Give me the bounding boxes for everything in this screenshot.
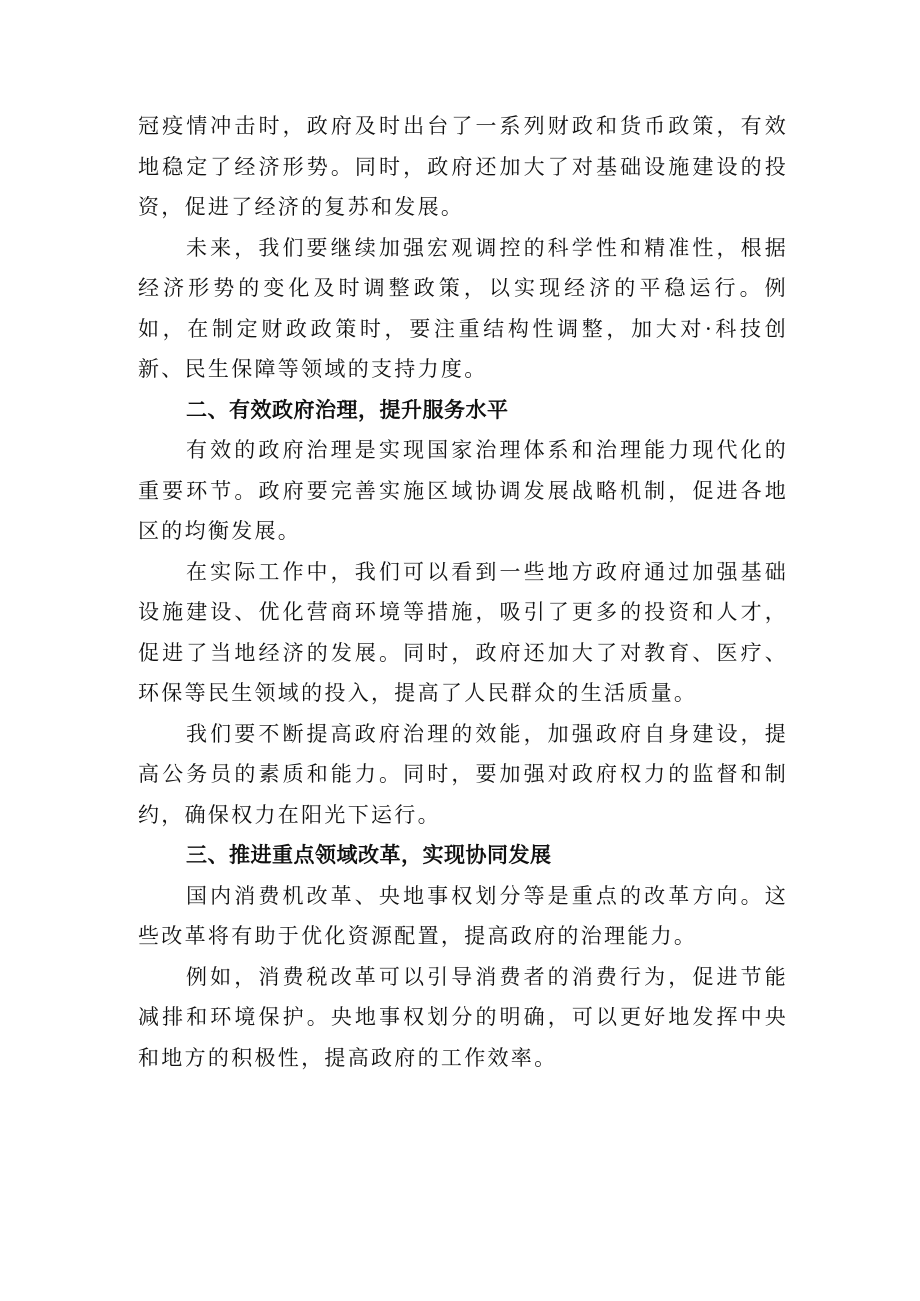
section-heading-3: 三、推进重点领域改革，实现协同发展 — [186, 843, 552, 867]
document-body — [138, 106, 788, 1078]
section-heading-2: 二、有效政府治理，提升服务水平 — [186, 397, 509, 422]
paragraph-future-macro-control: 未来，我们要继续加强宏观调控的科学性和精准性，根据经济形势的变化及时调整政策，以实现经济的平稳运行。例如，在制定财政政策时，要注重结构性调整，加大对·科技创新、民生保障等领域的支持力度。 — [138, 235, 788, 381]
paragraph-reform-intro: 国内消费机改革、央地事权划分等是重点的改革方向。这些改革将有助于优化资源配置，提高政府的治理能力。 — [138, 883, 788, 948]
paragraph-reform-example: 例如，消费税改革可以引导消费者的消费行为，促进节能减排和环境保护。央地事权划分的明确，可以更好地发挥中央和地方的积极性，提高政府的工作效率。 — [138, 964, 788, 1070]
paragraph-governance-intro: 有效的政府治理是实现国家治理体系和治理能力现代化的重要环节。政府要完善实施区域协调发展战略机制，促进各地区的均衡发展。 — [138, 438, 788, 543]
paragraph-governance-efficiency: 我们要不断提高政府治理的效能，加强政府自身建设，提高公务员的素质和能力。同时，要加强对政府权力的监督和制约，确保权力在阳光下运行。 — [138, 721, 788, 827]
paragraph-continuation: 冠疫情冲击时，政府及时出台了一系列财政和货币政策，有效地稳定了经济形势。同时，政府还加大了对基础设施建设的投资，促进了经济的复苏和发展。 — [138, 114, 788, 219]
paragraph-governance-practice: 在实际工作中，我们可以看到一些地方政府通过加强基础设施建设、优化营商环境等措施，吸引了更多的投资和人才，促进了当地经济的发展。同时，政府还加大了对教育、医疗、环保等民生领域的投入，提高了人民群众的生活质量。 — [138, 559, 788, 705]
